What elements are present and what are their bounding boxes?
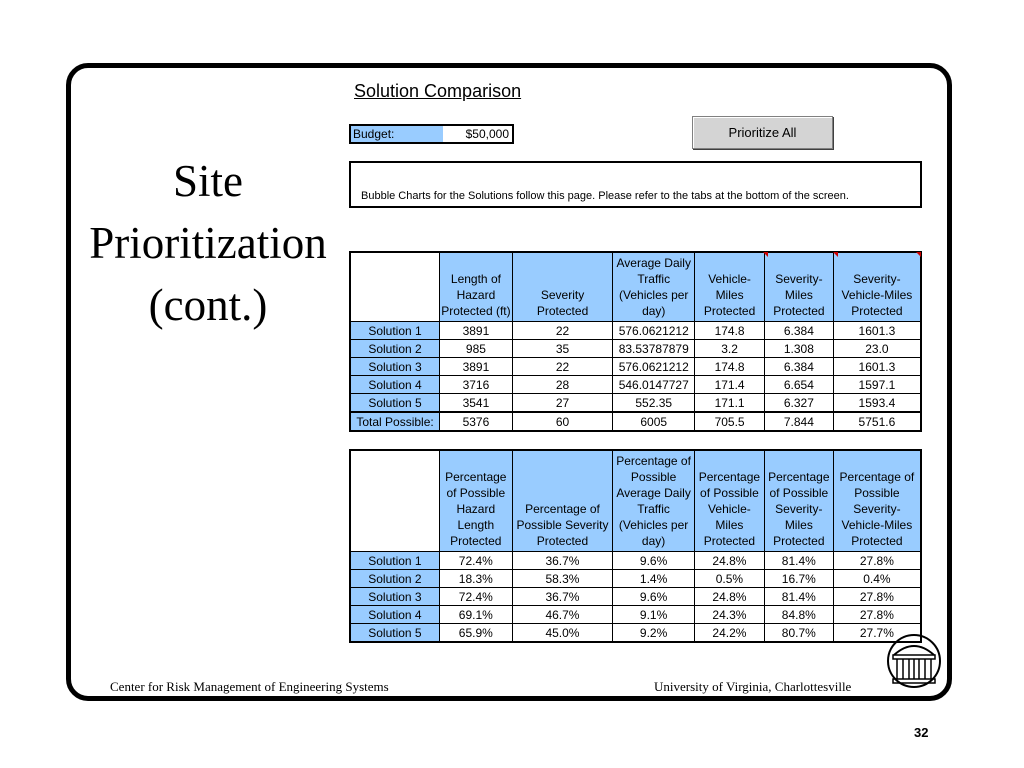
table-row	[350, 552, 921, 570]
row-label-cell[interactable]: Solution 1	[350, 552, 439, 570]
table-cell[interactable]: 27.7%	[833, 624, 921, 643]
table-cell[interactable]: 69.1%	[439, 606, 512, 624]
table-cell[interactable]: 174.8	[695, 358, 765, 376]
table-cell[interactable]: 3891	[440, 322, 513, 340]
table-cell[interactable]: 7.844	[764, 412, 833, 431]
table-row	[350, 570, 921, 588]
sheet-title: Solution Comparison	[354, 81, 522, 101]
table-cell[interactable]: 60	[512, 412, 612, 431]
table-row	[350, 412, 921, 431]
row-label-cell[interactable]: Solution 4	[350, 606, 439, 624]
row-label-cell[interactable]: Solution 3	[350, 358, 440, 376]
table-corner-cell[interactable]	[350, 252, 440, 322]
table-cell[interactable]: 705.5	[695, 412, 765, 431]
table-corner-cell[interactable]	[350, 450, 439, 552]
footer-university: University of Virginia, Charlottesville	[654, 679, 852, 694]
table-cell[interactable]: 27.8%	[833, 552, 921, 570]
column-header[interactable]: Percentage of Possible Vehicle-Miles Protected	[694, 450, 764, 552]
rotunda-icon	[884, 633, 944, 689]
table-cell[interactable]: 9.1%	[613, 606, 695, 624]
table-row	[350, 340, 921, 358]
table-cell[interactable]: 36.7%	[512, 552, 612, 570]
column-header[interactable]: Severity-Vehicle-Miles Protected	[833, 252, 921, 322]
table-cell[interactable]: 6.384	[764, 358, 833, 376]
row-label-cell[interactable]: Solution 1	[350, 322, 440, 340]
column-header[interactable]: Severity Protected	[512, 252, 612, 322]
comment-indicator-icon[interactable]	[833, 252, 838, 257]
table-cell[interactable]: 27.8%	[833, 588, 921, 606]
prioritize-all-button[interactable]: Prioritize All	[692, 116, 833, 149]
solution-metrics-table	[349, 251, 922, 432]
table-cell[interactable]: 45.0%	[512, 624, 612, 643]
comment-indicator-icon[interactable]	[763, 252, 768, 257]
table-cell[interactable]: 174.8	[695, 322, 765, 340]
table-cell[interactable]: 0.5%	[694, 570, 764, 588]
budget-cell[interactable]	[349, 124, 514, 144]
table-cell[interactable]: 9.6%	[613, 588, 695, 606]
slide-title-line: Prioritization	[89, 218, 327, 268]
column-header[interactable]: Length of Hazard Protected (ft)	[440, 252, 513, 322]
table-cell[interactable]: 6.654	[764, 376, 833, 394]
table-row	[350, 322, 921, 340]
comment-indicator-icon[interactable]	[916, 252, 921, 257]
column-header[interactable]: Vehicle-Miles Protected	[695, 252, 765, 322]
row-label-cell[interactable]: Total Possible:	[350, 412, 440, 431]
row-label-cell[interactable]: Solution 2	[350, 570, 439, 588]
column-header[interactable]: Severity-Miles Protected	[764, 252, 833, 322]
table-cell[interactable]: 1.308	[764, 340, 833, 358]
table-cell[interactable]: 81.4%	[764, 588, 833, 606]
column-header[interactable]: Percentage of Possible Hazard Length Protected	[439, 450, 512, 552]
table-cell[interactable]: 546.0147727	[613, 376, 695, 394]
solution-percentage-table	[349, 449, 922, 643]
table-cell[interactable]: 72.4%	[439, 588, 512, 606]
page-number: 32	[914, 725, 929, 740]
row-label-cell[interactable]: Solution 2	[350, 340, 440, 358]
table-cell[interactable]: 3541	[440, 394, 513, 413]
table-cell[interactable]: 1.4%	[613, 570, 695, 588]
row-label-cell[interactable]: Solution 5	[350, 624, 439, 643]
table-cell[interactable]: 65.9%	[439, 624, 512, 643]
table-row	[350, 606, 921, 624]
table-cell[interactable]: 24.8%	[694, 552, 764, 570]
row-label-cell[interactable]: Solution 5	[350, 394, 440, 413]
slide-title-line: (cont.)	[148, 280, 268, 330]
table-cell[interactable]: 27.8%	[833, 606, 921, 624]
table-header-row	[350, 450, 921, 552]
table-cell[interactable]: 9.2%	[613, 624, 695, 643]
slide-title-line: Site	[172, 156, 243, 206]
table-cell[interactable]: 22	[512, 358, 612, 376]
column-header[interactable]: Percentage of Possible Severity-Miles Protected	[764, 450, 833, 552]
table-cell[interactable]: 16.7%	[764, 570, 833, 588]
row-label-cell[interactable]: Solution 4	[350, 376, 440, 394]
table-cell[interactable]: 83.53787879	[613, 340, 695, 358]
column-header[interactable]: Average Daily Traffic (Vehicles per day)	[613, 252, 695, 322]
table-cell[interactable]: 24.2%	[694, 624, 764, 643]
table-cell[interactable]: 6.327	[764, 394, 833, 413]
table-cell[interactable]: 576.0621212	[613, 322, 695, 340]
budget-value[interactable]: $50,000	[465, 127, 509, 141]
table-cell[interactable]: 22	[512, 322, 612, 340]
table-cell[interactable]: 72.4%	[439, 552, 512, 570]
table-cell[interactable]: 171.4	[695, 376, 765, 394]
table-cell[interactable]: 3891	[440, 358, 513, 376]
table-cell[interactable]: 18.3%	[439, 570, 512, 588]
table-row	[350, 376, 921, 394]
table-cell[interactable]: 84.8%	[764, 606, 833, 624]
table-cell[interactable]: 171.1	[695, 394, 765, 413]
table-cell[interactable]: 35	[512, 340, 612, 358]
table-cell[interactable]: 58.3%	[512, 570, 612, 588]
table-cell[interactable]: 80.7%	[764, 624, 833, 643]
table-header-row	[350, 252, 921, 322]
note-box	[349, 161, 922, 208]
footer-organization: Center for Risk Management of Engineering Systems	[110, 679, 389, 694]
table-cell[interactable]: 81.4%	[764, 552, 833, 570]
table-row	[350, 394, 921, 413]
table-cell[interactable]: 36.7%	[512, 588, 612, 606]
table-cell[interactable]: 552.35	[613, 394, 695, 413]
row-label-cell[interactable]: Solution 3	[350, 588, 439, 606]
table-cell[interactable]: 6.384	[764, 322, 833, 340]
table-cell[interactable]: 576.0621212	[613, 358, 695, 376]
column-header[interactable]: Percentage of Possible Average Daily Traffic (Vehicles per day)	[613, 450, 695, 552]
table-cell[interactable]: 28	[512, 376, 612, 394]
slide-title	[72, 150, 344, 336]
column-header[interactable]: Percentage of Possible Severity Protected	[512, 450, 612, 552]
table-cell[interactable]: 5376	[440, 412, 513, 431]
table-cell[interactable]: 1593.4	[833, 394, 921, 413]
table-cell[interactable]: 985	[440, 340, 513, 358]
table-row	[350, 358, 921, 376]
table-cell[interactable]: 3716	[440, 376, 513, 394]
note-text: Bubble Charts for the Solutions follow this page. Please refer to the tabs at the bottom of the screen.	[361, 190, 849, 202]
table-cell[interactable]: 27	[512, 394, 612, 413]
table-cell[interactable]: 6005	[613, 412, 695, 431]
table-row	[350, 588, 921, 606]
table-cell[interactable]: 3.2	[695, 340, 765, 358]
budget-label: Budget:	[351, 126, 443, 142]
column-header[interactable]: Percentage of Possible Severity-Vehicle-Miles Protected	[833, 450, 921, 552]
table-cell[interactable]: 46.7%	[512, 606, 612, 624]
table-row	[350, 624, 921, 643]
table-cell[interactable]: 24.3%	[694, 606, 764, 624]
table-cell[interactable]: 24.8%	[694, 588, 764, 606]
table-cell[interactable]: 23.0	[833, 340, 921, 358]
table-cell[interactable]: 5751.6	[833, 412, 921, 431]
table-cell[interactable]: 9.6%	[613, 552, 695, 570]
table-cell[interactable]: 1601.3	[833, 322, 921, 340]
table-cell[interactable]: 1597.1	[833, 376, 921, 394]
table-cell[interactable]: 1601.3	[833, 358, 921, 376]
table-cell[interactable]: 0.4%	[833, 570, 921, 588]
